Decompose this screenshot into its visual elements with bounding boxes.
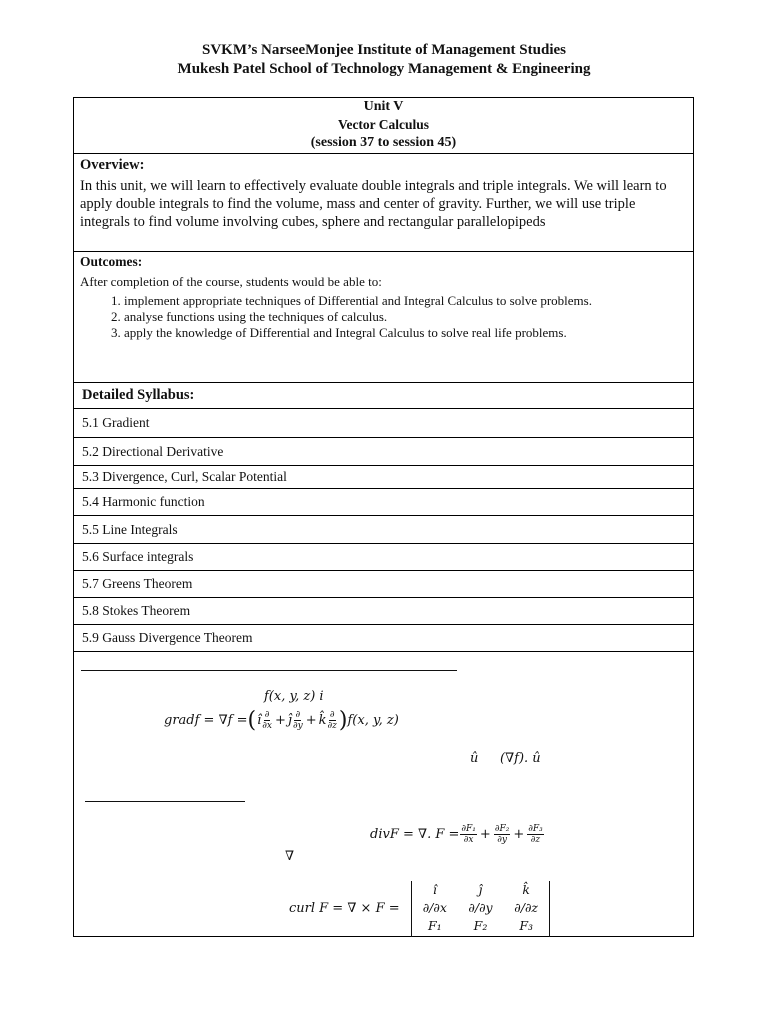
syllabus-item: 5.9 Gauss Divergence Theorem xyxy=(73,624,694,652)
dF3-dz-fraction: $\frac{\text{∂F₃}}{\partial z}$ xyxy=(528,824,543,845)
syllabus-item: 5.7 Greens Theorem xyxy=(73,570,694,598)
outcome-item: 3. apply the knowledge of Differential and Integral Calculus to solve real life problems. xyxy=(124,325,687,341)
school-name: Mukesh Patel School of Technology Management & Engineering xyxy=(177,61,591,77)
outcomes-list xyxy=(80,293,687,341)
partial-x-fraction: $\frac{\partial}{\partial x}$ xyxy=(262,710,272,731)
matrix-cell: F₃ xyxy=(519,918,533,933)
divergence-lhs: divF = ∇. F = xyxy=(370,827,460,842)
function-label: f(x, y, z) i xyxy=(264,689,324,704)
unit-number: Unit V xyxy=(363,99,404,114)
gradient-lhs: gradf = ∇f = xyxy=(164,713,248,728)
matrix-cell: F₁ xyxy=(427,918,442,933)
syllabus-item: 5.3 Divergence, Curl, Scalar Potential xyxy=(73,465,694,489)
redacted-rule xyxy=(81,670,457,671)
matrix-cell: k̂ xyxy=(522,882,530,897)
outcome-item: 1. implement appropriate techniques of Differential and Integral Calculus to solve problems. xyxy=(124,293,687,309)
paren-open: ( xyxy=(247,708,257,733)
partial-y-fraction: $\frac{\partial}{\partial y}$ xyxy=(292,710,303,731)
outcome-item: 2. analyse functions using the techniques of calculus. xyxy=(124,309,687,325)
gradient-formula xyxy=(164,708,399,733)
syllabus-item: 5.1 Gradient xyxy=(73,408,694,438)
matrix-cell: ĵ xyxy=(478,882,483,897)
formula-box xyxy=(73,651,694,937)
plus-sign: + xyxy=(479,827,491,842)
k-hat-symbol: k̂ xyxy=(318,713,327,728)
i-hat-symbol: î xyxy=(257,713,262,728)
institute-name: SVKM’s NarseeMonjee Institute of Management Studies xyxy=(202,42,566,58)
plus-sign: + xyxy=(275,713,286,728)
syllabus-item: 5.5 Line Integrals xyxy=(73,515,694,544)
nabla-symbol: ∇ xyxy=(285,849,295,864)
redacted-rule xyxy=(85,801,245,802)
unit-sessions: (session 37 to session 45) xyxy=(310,135,457,150)
unit-title-box xyxy=(73,97,694,154)
outcomes-intro: After completion of the course, students would be able to: xyxy=(80,274,382,289)
syllabus-item: 5.8 Stokes Theorem xyxy=(73,597,694,625)
gradient-rhs: f(x, y, z) xyxy=(347,713,399,728)
overview-text: In this unit, we will learn to effectively evaluate double integrals and triple integrals. We will learn to apply double integrals to find the volume, mass and center of gravity. Further, we will use triple integrals to find volume involving cubes, sphere and rectangular parallelopipeds xyxy=(80,178,667,230)
matrix-cell: ∂/∂x xyxy=(422,900,447,915)
paren-close: ) xyxy=(338,708,348,733)
matrix-cell: F₂ xyxy=(473,918,488,933)
overview-box xyxy=(73,153,694,252)
syllabus-item: 5.6 Surface integrals xyxy=(73,543,694,571)
plus-sign: + xyxy=(513,827,525,842)
unit-title: Vector Calculus xyxy=(337,117,430,132)
partial-z-fraction: $\frac{\partial}{\partial z}$ xyxy=(327,710,337,731)
directional-derivative: (∇f). û xyxy=(500,751,541,766)
syllabus-heading: Detailed Syllabus: xyxy=(73,382,694,409)
syllabus-item: 5.4 Harmonic function xyxy=(73,488,694,516)
matrix-cell: ∂/∂y xyxy=(468,900,493,915)
matrix-cell: ∂/∂z xyxy=(514,900,539,915)
unit-vector: û xyxy=(470,751,479,766)
divergence-formula xyxy=(370,824,545,845)
syllabus-item: 5.2 Directional Derivative xyxy=(73,437,694,466)
matrix-cell: î xyxy=(432,882,437,897)
dF1-dx-fraction: $\frac{\text{∂F₁}}{\partial x}$ xyxy=(461,824,476,845)
overview-heading: Overview: xyxy=(80,157,145,173)
outcomes-box xyxy=(73,251,694,383)
curl-lhs: curl F = ∇ × F = xyxy=(289,901,400,916)
j-hat-symbol: ĵ xyxy=(287,713,292,728)
outcomes-heading: Outcomes: xyxy=(80,254,143,269)
curl-determinant xyxy=(411,881,550,937)
dF2-dy-fraction: $\frac{\text{∂F₂}}{\partial y}$ xyxy=(494,824,510,845)
plus-sign: + xyxy=(305,713,317,728)
